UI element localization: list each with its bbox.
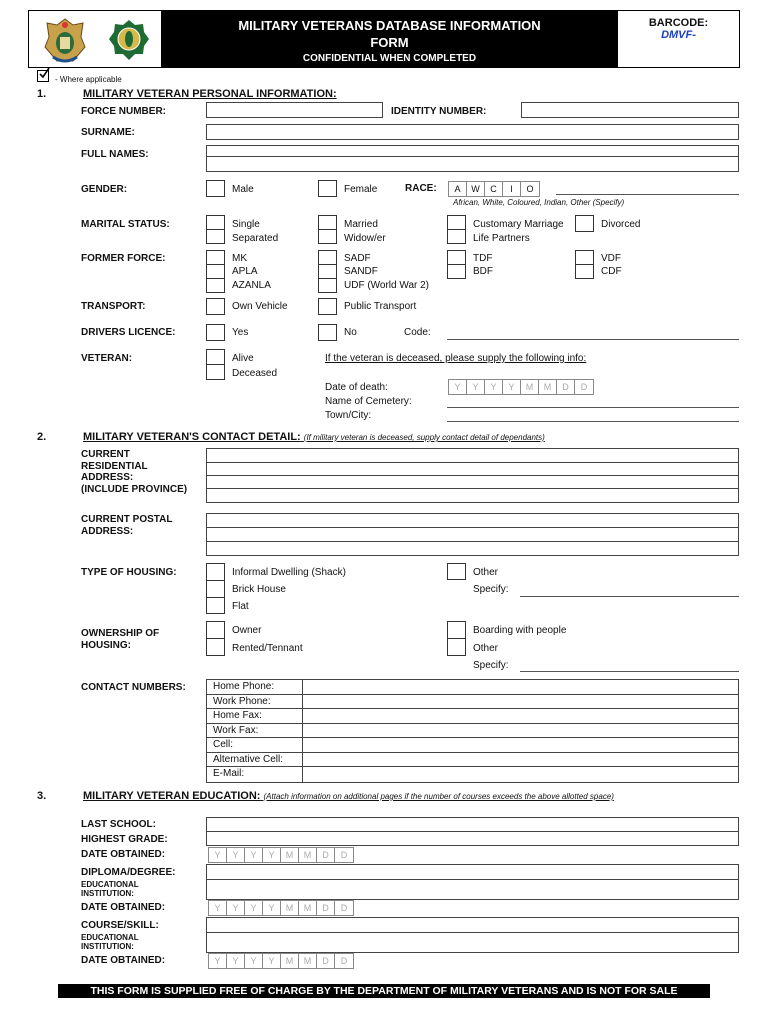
licence-no-checkbox[interactable] bbox=[318, 324, 337, 341]
marital-separated-label: Separated bbox=[232, 233, 279, 244]
date-cell[interactable]: D bbox=[317, 848, 335, 862]
date-cell[interactable]: D bbox=[580, 382, 588, 392]
surname-field[interactable] bbox=[206, 124, 739, 140]
race-code-c[interactable]: C bbox=[485, 182, 503, 196]
marital-widow-label: Widow/er bbox=[344, 233, 386, 244]
date-cell[interactable]: Y bbox=[449, 380, 467, 394]
race-code-w[interactable]: W bbox=[467, 182, 485, 196]
contact-row-cell[interactable]: Cell: bbox=[207, 738, 738, 753]
gender-female-checkbox[interactable] bbox=[318, 180, 337, 197]
dmv-emblem-logo bbox=[109, 19, 149, 61]
transport-own-vehicle-checkbox[interactable] bbox=[206, 298, 225, 315]
diploma-date-grid[interactable] bbox=[208, 900, 354, 916]
date-cell[interactable]: D bbox=[317, 954, 335, 968]
housing-type-label: TYPE OF HOUSING: bbox=[81, 567, 177, 578]
postal-address-field[interactable] bbox=[206, 513, 739, 556]
form-title-bar bbox=[162, 10, 617, 68]
date-cell[interactable]: Y bbox=[467, 380, 485, 394]
last-school-label: LAST SCHOOL: bbox=[81, 819, 156, 830]
force-mk-label: MK bbox=[232, 253, 247, 264]
race-code-a[interactable]: A bbox=[449, 182, 467, 196]
marital-single-label: Single bbox=[232, 219, 260, 230]
former-force-label: FORMER FORCE: bbox=[81, 253, 166, 264]
date-cell[interactable]: M bbox=[281, 954, 299, 968]
diploma-date-obtained-label: DATE OBTAINED: bbox=[81, 902, 166, 913]
transport-public-checkbox[interactable] bbox=[318, 298, 337, 315]
licence-code-label: Code: bbox=[404, 327, 431, 338]
force-tdf-label: TDF bbox=[473, 253, 493, 264]
race-specify-line[interactable] bbox=[556, 194, 739, 195]
ownership-boarding-label: Boarding with people bbox=[473, 625, 567, 636]
residential-address-label: CURRENT RESIDENTIAL ADDRESS: (INCLUDE PROVINCE) bbox=[81, 449, 188, 495]
ownership-label: OWNERSHIP OF HOUSING: bbox=[81, 628, 160, 651]
date-cell[interactable]: D bbox=[340, 956, 348, 966]
date-cell[interactable]: Y bbox=[503, 380, 521, 394]
date-cell[interactable]: M bbox=[281, 901, 299, 915]
date-cell[interactable]: Y bbox=[227, 954, 245, 968]
force-mk-apla-azanla-checkbox[interactable] bbox=[206, 250, 225, 293]
licence-no-label: No bbox=[344, 327, 357, 338]
force-bdf-label: BDF bbox=[473, 266, 493, 277]
legend-text: - Where applicable bbox=[55, 75, 122, 84]
housing-specify-line[interactable] bbox=[520, 596, 739, 597]
date-cell[interactable]: M bbox=[299, 901, 317, 915]
date-cell[interactable]: Y bbox=[263, 848, 281, 862]
date-cell[interactable]: Y bbox=[227, 901, 245, 915]
date-cell[interactable]: M bbox=[299, 848, 317, 862]
identity-number-field[interactable] bbox=[521, 102, 739, 118]
force-sadf-label: SADF bbox=[344, 253, 371, 264]
contact-row-work-phone[interactable]: Work Phone: bbox=[207, 695, 738, 710]
date-cell[interactable]: D bbox=[317, 901, 335, 915]
date-cell[interactable]: Y bbox=[245, 848, 263, 862]
course-label: COURSE/SKILL: bbox=[81, 920, 159, 931]
ownership-specify-line[interactable] bbox=[520, 671, 739, 672]
date-cell[interactable]: Y bbox=[245, 954, 263, 968]
housing-type-checkbox[interactable] bbox=[206, 563, 225, 614]
course-institution-label: EDUCATIONAL INSTITUTION: bbox=[81, 933, 139, 951]
diploma-field[interactable] bbox=[206, 864, 739, 900]
housing-brick-label: Brick House bbox=[232, 584, 286, 595]
barcode-box bbox=[617, 10, 740, 68]
contact-row-home-fax[interactable]: Home Fax: bbox=[207, 709, 738, 724]
housing-informal-label: Informal Dwelling (Shack) bbox=[232, 567, 346, 578]
town-line[interactable] bbox=[447, 421, 739, 422]
date-cell[interactable]: M bbox=[521, 380, 539, 394]
transport-label: TRANSPORT: bbox=[81, 301, 146, 312]
force-vdf-label: VDF bbox=[601, 253, 621, 264]
logo-area bbox=[28, 10, 162, 68]
date-cell[interactable]: M bbox=[539, 380, 557, 394]
drivers-licence-label: DRIVERS LICENCE: bbox=[81, 327, 176, 338]
race-code-i[interactable]: I bbox=[503, 182, 521, 196]
force-number-field[interactable] bbox=[206, 102, 383, 118]
postal-address-label: CURRENT POSTAL ADDRESS: bbox=[81, 514, 173, 537]
diploma-institution-label: EDUCATIONAL INSTITUTION: bbox=[81, 880, 139, 898]
cemetery-line[interactable] bbox=[447, 407, 739, 408]
ownership-rented-label: Rented/Tennant bbox=[232, 643, 303, 654]
date-cell[interactable]: Y bbox=[263, 901, 281, 915]
highest-grade-label: HIGHEST GRADE: bbox=[81, 834, 168, 845]
contact-row-alt-cell[interactable]: Alternative Cell: bbox=[207, 753, 738, 768]
gender-male-label: Male bbox=[232, 184, 254, 195]
course-date-grid[interactable] bbox=[208, 953, 354, 969]
race-code-grid[interactable] bbox=[448, 181, 540, 197]
date-cell[interactable]: M bbox=[281, 848, 299, 862]
housing-other-checkbox[interactable] bbox=[447, 563, 466, 580]
marital-married-label: Married bbox=[344, 219, 378, 230]
force-sandf-label: SANDF bbox=[344, 266, 378, 277]
section1-title: MILITARY VETERAN PERSONAL INFORMATION: bbox=[83, 88, 337, 100]
date-cell[interactable]: Y bbox=[209, 954, 227, 968]
housing-flat-label: Flat bbox=[232, 601, 249, 612]
cemetery-label: Name of Cemetery: bbox=[325, 396, 412, 407]
residential-address-field[interactable] bbox=[206, 448, 739, 503]
gender-female-label: Female bbox=[344, 184, 378, 195]
date-cell[interactable]: D bbox=[340, 903, 348, 913]
course-field[interactable] bbox=[206, 917, 739, 953]
date-of-death-label: Date of death: bbox=[325, 382, 388, 393]
date-cell[interactable]: Y bbox=[209, 848, 227, 862]
diploma-label: DIPLOMA/DEGREE: bbox=[81, 867, 176, 878]
contact-numbers-label: CONTACT NUMBERS: bbox=[81, 682, 186, 693]
licence-code-line[interactable] bbox=[447, 339, 739, 340]
contact-row-home-phone[interactable]: Home Phone: bbox=[207, 680, 738, 695]
force-sadf-sandf-udf-checkbox[interactable] bbox=[318, 250, 337, 293]
transport-public-label: Public Transport bbox=[344, 301, 417, 312]
contact-row-email[interactable]: E-Mail: bbox=[207, 767, 738, 782]
transport-own-vehicle-label: Own Vehicle bbox=[232, 301, 288, 312]
deceased-info-note: If the veteran is deceased, please supply the following info: bbox=[325, 353, 587, 364]
veteran-alive-label: Alive bbox=[232, 353, 254, 364]
section3-note: (Attach information on additional pages if the number of courses exceeds the above allotted space) bbox=[263, 792, 614, 801]
form-title-line2: FORM bbox=[370, 35, 409, 50]
contact-numbers-table bbox=[206, 679, 739, 783]
gender-label: GENDER: bbox=[81, 184, 128, 195]
school-date-obtained-label: DATE OBTAINED: bbox=[81, 849, 166, 860]
checkbox-checked-icon bbox=[37, 70, 49, 82]
barcode-label: BARCODE: bbox=[648, 17, 709, 29]
coat-of-arms-logo bbox=[43, 17, 87, 65]
full-names-label: FULL NAMES: bbox=[81, 149, 149, 160]
veteran-deceased-label: Deceased bbox=[232, 368, 278, 379]
barcode-value: DMVF- bbox=[661, 29, 696, 41]
marital-customary-label: Customary Marriage bbox=[473, 219, 564, 230]
race-code-o[interactable]: O bbox=[526, 184, 534, 194]
housing-other-label: Other bbox=[473, 567, 499, 578]
marital-divorced-checkbox[interactable] bbox=[575, 215, 594, 232]
town-label: Town/City: bbox=[325, 410, 372, 421]
section2-title: MILITARY VETERAN'S CONTACT DETAIL: (If military veteran is deceased, supply contact detail of dependants) bbox=[83, 431, 545, 443]
marital-status-label: MARITAL STATUS: bbox=[81, 219, 170, 230]
gender-male-checkbox[interactable] bbox=[206, 180, 225, 197]
marital-divorced-label: Divorced bbox=[601, 219, 641, 230]
ownership-other-label: Other bbox=[473, 643, 499, 654]
course-date-obtained-label: DATE OBTAINED: bbox=[81, 955, 166, 966]
full-names-field[interactable] bbox=[206, 145, 739, 172]
contact-row-work-fax[interactable]: Work Fax: bbox=[207, 724, 738, 739]
date-cell[interactable]: Y bbox=[263, 954, 281, 968]
school-field[interactable] bbox=[206, 817, 739, 846]
licence-yes-checkbox[interactable] bbox=[206, 324, 225, 341]
section1-number: 1. bbox=[37, 88, 47, 100]
section2-note: (If military veteran is deceased, supply contact detail of dependants) bbox=[303, 433, 545, 442]
footer-notice: THIS FORM IS SUPPLIED FREE OF CHARGE BY THE DEPARTMENT OF MILITARY VETERANS AND IS NOT FOR SALE bbox=[58, 984, 710, 998]
housing-specify-label: Specify: bbox=[473, 584, 509, 595]
marital-partners-label: Life Partners bbox=[473, 233, 530, 244]
race-note: African, White, Coloured, Indian, Other (Specify) bbox=[453, 198, 625, 207]
section3-number: 3. bbox=[37, 790, 47, 802]
section2-number: 2. bbox=[37, 431, 47, 443]
surname-label: SURNAME: bbox=[81, 127, 135, 138]
force-cdf-label: CDF bbox=[601, 266, 622, 277]
date-cell[interactable]: Y bbox=[209, 901, 227, 915]
force-apla-label: APLA bbox=[232, 266, 258, 277]
date-cell[interactable]: D bbox=[340, 850, 348, 860]
date-cell[interactable]: D bbox=[557, 380, 575, 394]
ownership-owner-label: Owner bbox=[232, 625, 262, 636]
date-of-death-grid[interactable] bbox=[448, 379, 594, 395]
ownership-specify-label: Specify: bbox=[473, 660, 509, 671]
force-number-label: FORCE NUMBER: bbox=[81, 106, 166, 117]
force-azanla-label: AZANLA bbox=[232, 280, 271, 291]
date-cell[interactable]: Y bbox=[485, 380, 503, 394]
veteran-label: VETERAN: bbox=[81, 353, 133, 364]
form-subtitle: CONFIDENTIAL WHEN COMPLETED bbox=[302, 53, 477, 64]
race-label: RACE: bbox=[405, 183, 437, 194]
identity-number-label: IDENTITY NUMBER: bbox=[391, 106, 487, 117]
date-cell[interactable]: Y bbox=[245, 901, 263, 915]
date-cell[interactable]: Y bbox=[227, 848, 245, 862]
form-title-line1: MILITARY VETERANS DATABASE INFORMATION bbox=[238, 18, 541, 33]
school-date-grid[interactable] bbox=[208, 847, 354, 863]
licence-yes-label: Yes bbox=[232, 327, 249, 338]
date-cell[interactable]: M bbox=[299, 954, 317, 968]
force-udf-label: UDF (World War 2) bbox=[344, 280, 429, 291]
section3-title: MILITARY VETERAN EDUCATION: (Attach information on additional pages if the number of courses exceeds the above allotted space) bbox=[83, 790, 614, 802]
